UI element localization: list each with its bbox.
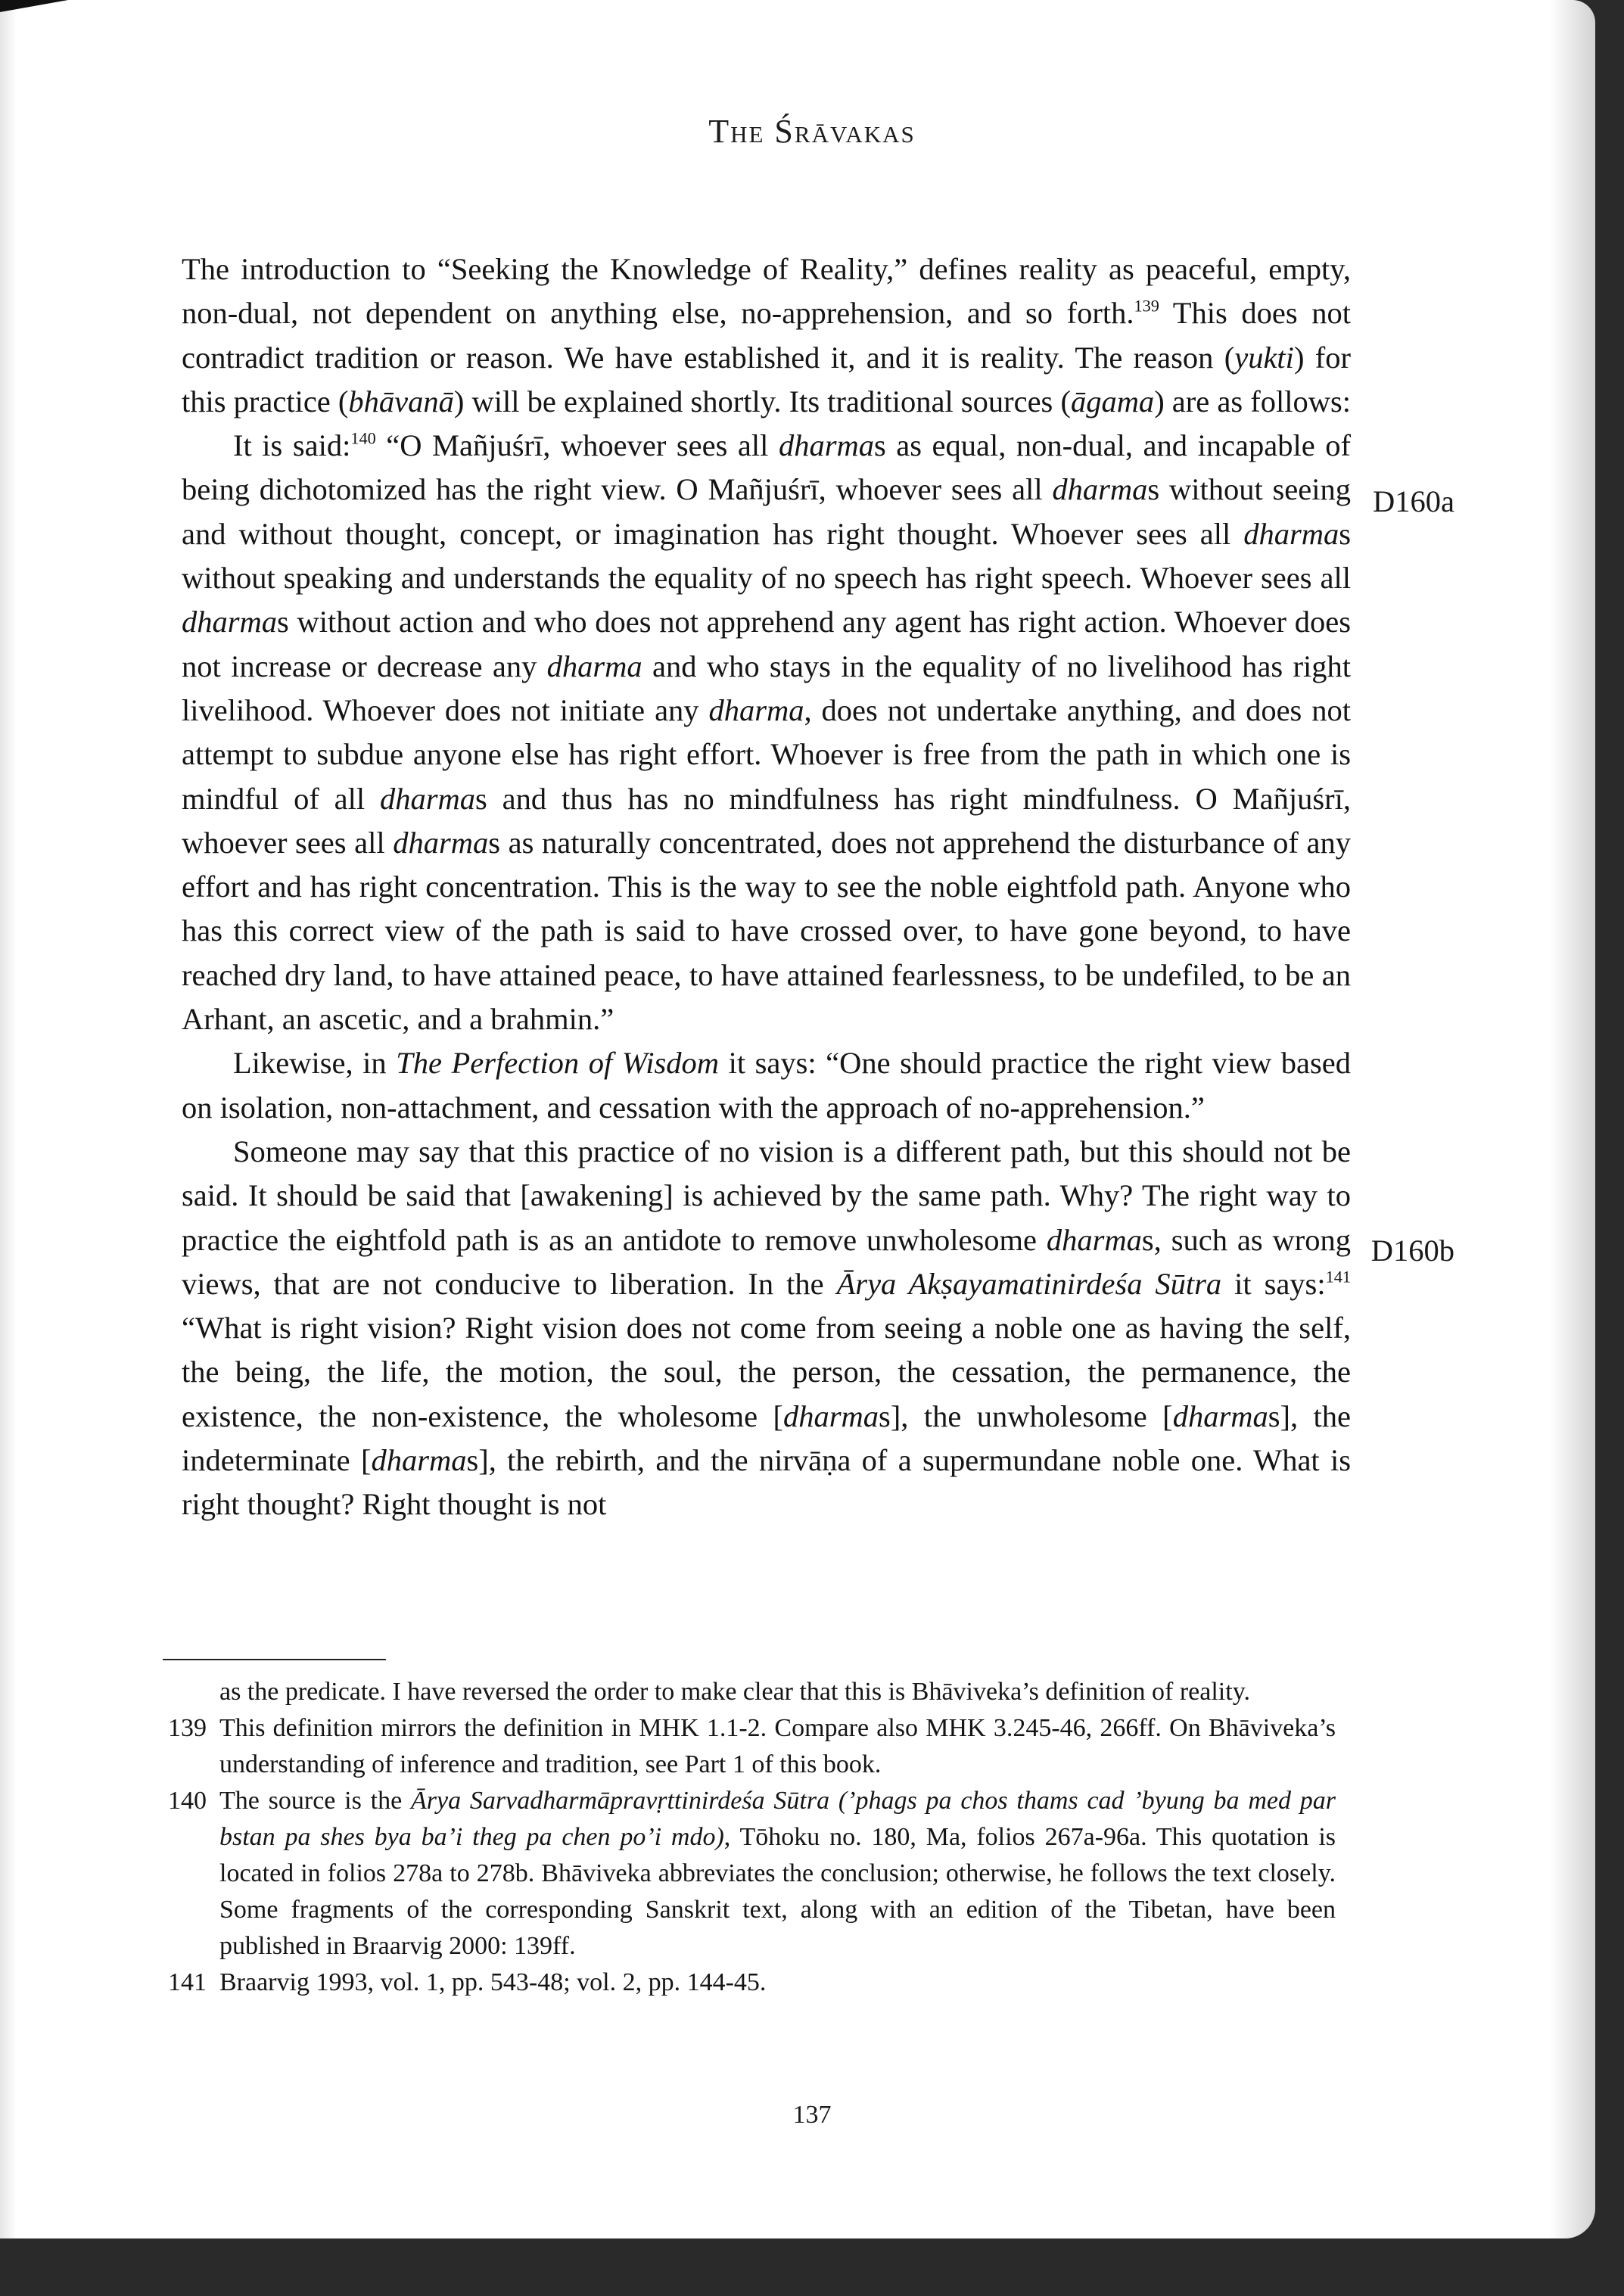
term-dharma: dharma [1243,516,1339,551]
term-dharma: dharma [783,1398,879,1433]
footnote-text: Braarvig 1993, vol. 1, pp. 543-48; vol. 2, pp. 144-45. [219,1968,767,1996]
text-run: “O Mañjuśrī, whoever sees all [375,428,779,463]
term-dharma: dharma [546,649,642,683]
term-yukti: yukti [1234,340,1294,375]
term-dharma: dharma [1046,1222,1142,1257]
text-run: s without seeing and without thought, concept, or imagination has right thought. Whoever sees all [182,472,1352,551]
text-run: s as equal, non-dual, and incapable of being dichotomized has the right view. O Mañjuśrī, whoever sees all [182,428,1351,507]
footnote-text: The source is the [219,1787,411,1815]
footnote-continuation [168,1674,1336,1710]
paragraph-manjusri-quote [182,424,1351,1041]
text-run: s without action and who does not apprehend any agent has right action. Whoever does not increase or decrease any [182,605,1351,683]
text-run: s without speaking and understands the equality of no speech has right speech. Whoever sees all [182,516,1351,596]
margin-ref-d160a: D160a [1373,484,1454,518]
title-sarvadharma-sutra: Ārya Sarvadharmāpravṛttinirdeśa Sūtra (’phags pa chos thams cad ’byung ba med par bstan pa shes bya ba’i theg pa chen po’i mdo) [219,1787,1336,1851]
term-dharma: dharma [380,781,476,816]
text-run: , does not undertake anything, and does not attempt to subdue anyone else has right effort. Whoever is free from the path in which one is mindful of all [182,692,1351,816]
running-header: The Śrāvakas [708,113,916,150]
text-run: s], the unwholesome [ [879,1398,1173,1433]
text-run: s and thus has no mindfulness has right mindfulness. O Mañjuśrī, whoever sees all [182,781,1352,860]
text-run: The introduction to “Seeking the Knowledge of Reality,” defines reality as peaceful, empty, non-dual, not dependent on anything else, no-apprehension, and so forth. [182,252,1351,331]
text-run: s], the rebirth, and the nirvāṇa of a supermundane noble one. What is right thought? Right thought is not [182,1443,1351,1522]
footnote-ref-140[interactable]: 140 [350,428,376,448]
title-perfection-of-wisdom: The Perfection of Wisdom [396,1046,720,1081]
text-run: it says: “One should practice the right view based on isolation, non-attachment, and cessation with the approach of no-apprehension.” [182,1046,1351,1125]
main-text [182,247,1351,1527]
title-akshayamati-sutra: Ārya Akṣayamatinirdeśa Sūtra [836,1266,1222,1301]
term-dharma: dharma [1052,472,1148,507]
term-dharma: dharma [393,825,489,860]
scan-corner-mark [0,0,68,12]
text-run: Someone may say that this practice of no vision is a different path, but this should not be said. It should be said that [awakening] is achieved by the same path. Why? The right way to practice the eightfold path is as an antidote to remove unwholesome [182,1134,1351,1257]
paragraph-perfection-of-wisdom [182,1041,1351,1130]
text-run: This does not contradict tradition or reason. We have established it, and it is reality. The reason ( [182,296,1352,375]
footnote-139 [168,1710,1336,1783]
footnote-text: as the predicate. I have reversed the order to make clear that this is Bhāviveka’s definition of reality. [219,1678,1250,1706]
footnote-text: , Tōhoku no. 180, Ma, folios 267a-96a. This quotation is located in folios 278a to 278b. Bhāviveka abbreviates the conclusion; otherwise, he follows the text closely. Some fragments of the corresponding Sanskrit text, along with an edition of the Tibetan, have been published in Braarvig 2000: 139ff. [219,1823,1336,1960]
term-dharma: dharma [182,605,278,639]
term-bhavana: bhāvanā [348,384,454,418]
footnote-ref-139[interactable]: 139 [1134,296,1159,316]
text-run: s], the indeterminate [ [182,1398,1352,1478]
gutter-shadow [0,0,17,2238]
text-run: and who stays in the equality of no livelihood has right livelihood. Whoever does not initiate any [182,649,1351,727]
margin-ref-d160b: D160b [1370,1234,1454,1268]
footnote-140 [168,1783,1336,1965]
text-run: “What is right vision? Right vision does not come from seeing a noble one as having the self, the being, the life, the motion, the soul, the person, the cessation, the permanence, the existence, the non-existence, the wholesome [ [182,1311,1351,1433]
text-run: Likewise, in [233,1046,397,1081]
footnote-141 [168,1965,1336,2001]
footnote-number: 140 [168,1787,207,1815]
term-dharma: dharma [708,692,804,727]
paragraph-same-path [182,1130,1351,1527]
footnote-ref-141[interactable]: 141 [1325,1267,1351,1286]
footnote-number: 141 [168,1968,207,1996]
footnote-separator [163,1659,386,1660]
text-run: s as naturally concentrated, does not apprehend the disturbance of any effort and has right concentration. This is the way to see the noble eightfold path. Anyone who has this correct view of the path is said to have crossed over, to have gone beyond, to have reached dry land, to have attained peace, to have attained fearlessness, to be undefiled, to be an Arhant, an ascetic, and a brahmin.” [182,825,1351,1037]
paragraph-intro [182,247,1351,424]
page-edge-shadow [1550,0,1595,2238]
text-run: ) are as follows: [1154,384,1351,418]
page-number: 137 [792,2101,832,2129]
footnote-text: This definition mirrors the definition in MHK 1.1-2. Compare also MHK 3.245-46, 266ff. On Bhāviveka’s understanding of inference and tradition, see Part 1 of this book. [219,1714,1336,1778]
text-run: s, such as wrong views, that are not conducive to liberation. In the [182,1222,1351,1301]
footnotes [168,1674,1336,2001]
text-run: it says: [1221,1266,1326,1301]
text-run: ) for this practice ( [182,340,1351,418]
term-dharma: dharma [778,428,874,463]
term-dharma: dharma [1172,1398,1268,1433]
term-agama: āgama [1070,384,1155,418]
text-run: It is said: [233,428,351,463]
footnote-number: 139 [168,1714,207,1742]
text-run: ) will be explained shortly. Its traditional sources ( [453,384,1071,418]
term-dharma: dharma [371,1443,467,1478]
